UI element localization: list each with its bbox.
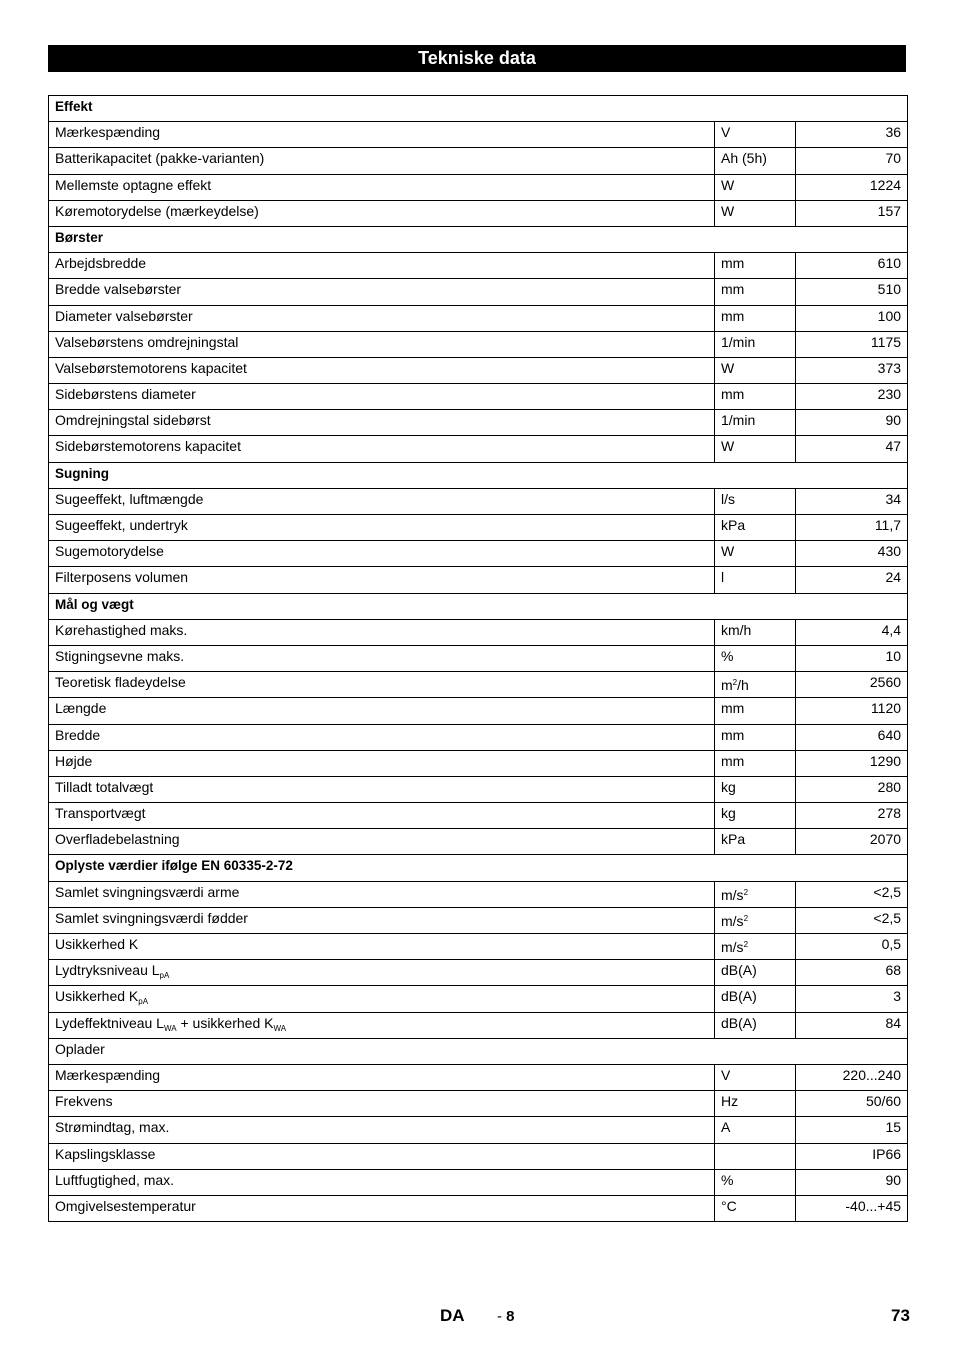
table-row: [49, 279, 908, 305]
row-unit-text: %: [721, 647, 734, 664]
footer-subpage: [497, 1308, 515, 1325]
row-label-text: Frekvens: [55, 1093, 113, 1110]
row-label-text: Overfladebelastning: [55, 831, 180, 848]
row-unit: [715, 1064, 796, 1090]
row-label: [49, 803, 715, 829]
footer-dash: -: [497, 1308, 502, 1325]
row-unit: [715, 1169, 796, 1195]
row-label-text: Bredde: [55, 726, 101, 743]
row-unit-text: dB(A): [721, 1014, 757, 1031]
section-header-row: [49, 593, 908, 619]
row-label: [49, 645, 715, 671]
row-value: 280: [796, 776, 908, 802]
row-label-text: Længde: [55, 700, 107, 717]
row-value: 47: [796, 436, 908, 462]
row-value: 220...240: [796, 1064, 908, 1090]
row-label-text: Mærkespænding: [55, 1066, 161, 1083]
row-unit: [715, 410, 796, 436]
row-label-text: Bredde valsebørster: [55, 281, 182, 298]
row-unit: [715, 803, 796, 829]
row-unit: [715, 279, 796, 305]
row-value: 15: [796, 1117, 908, 1143]
table-row: [49, 253, 908, 279]
table-row: [49, 567, 908, 593]
row-unit-text: mm: [721, 281, 745, 298]
section-heading: Mål og vægt: [49, 593, 908, 619]
table-row: [49, 881, 908, 907]
row-label-text: Sugemotorydelse: [55, 543, 164, 560]
row-label-text: Usikkerhed K: [55, 936, 139, 952]
row-value: 90: [796, 410, 908, 436]
row-unit-superscript: 2: [743, 887, 749, 897]
row-unit-text: km/h: [721, 621, 752, 638]
row-value: 373: [796, 357, 908, 383]
row-value: 34: [796, 488, 908, 514]
row-label-text: Sidebørstens diameter: [55, 386, 196, 403]
row-label-text: Kørehastighed maks.: [55, 621, 188, 638]
row-label-text: Arbejdsbredde: [55, 255, 147, 272]
row-label-text: Samlet svingningsværdi fødder: [55, 909, 248, 926]
row-value: 50/60: [796, 1091, 908, 1117]
row-unit-text: kPa: [721, 831, 746, 848]
row-unit-text: A: [721, 1119, 731, 1136]
row-label: [49, 279, 715, 305]
row-label-text: Lydtryksniveau L: [55, 962, 160, 979]
table-row: [49, 174, 908, 200]
table-row: [49, 541, 908, 567]
row-label: [49, 934, 715, 960]
row-unit: [715, 541, 796, 567]
row-value: 68: [796, 960, 908, 986]
row-unit: [715, 1143, 796, 1169]
row-label: [49, 567, 715, 593]
row-unit: [715, 907, 796, 933]
table-row: [49, 305, 908, 331]
row-value: 1120: [796, 698, 908, 724]
row-unit-text: kPa: [721, 517, 746, 533]
table-row: [49, 384, 908, 410]
row-unit-text: dB(A): [721, 988, 757, 1005]
table-row: [49, 750, 908, 776]
row-unit-superscript: 2: [743, 913, 749, 923]
section-header-row: [49, 855, 908, 881]
row-value: 610: [796, 253, 908, 279]
footer-page-number: 73: [891, 1306, 910, 1325]
row-unit-text: mm: [721, 726, 745, 743]
row-unit: [715, 515, 796, 541]
table-row: [49, 619, 908, 645]
row-unit-text: W: [721, 543, 735, 560]
row-label-text: Lydeffektniveau L: [55, 1014, 164, 1031]
row-label-text: Mellemste optagne effekt: [55, 176, 212, 193]
row-value: 510: [796, 279, 908, 305]
row-label-text: Køremotorydelse (mærkeydelse): [55, 202, 259, 219]
row-label: [49, 1143, 715, 1169]
row-label: [49, 1091, 715, 1117]
row-value: 11,7: [796, 515, 908, 541]
row-label: [49, 148, 715, 174]
row-label-text: Sidebørstemotorens kapacitet: [55, 438, 241, 455]
row-value: 100: [796, 305, 908, 331]
tech-data-table-body: [49, 96, 908, 1222]
row-unit-text: %: [721, 1171, 734, 1188]
row-label-text: Diameter valsebørster: [55, 307, 193, 324]
row-label: [49, 986, 715, 1012]
row-value: 1224: [796, 174, 908, 200]
row-unit-text: mm: [721, 700, 745, 717]
row-unit-text: V: [721, 124, 731, 141]
row-unit-text: m/s: [721, 939, 744, 955]
row-unit: [715, 881, 796, 907]
row-label: [49, 200, 715, 226]
table-row: [49, 1195, 908, 1221]
row-unit-superscript: 2: [732, 678, 738, 688]
row-label-subscript: WA: [163, 1023, 177, 1033]
row-unit: [715, 305, 796, 331]
row-unit-text: l/s: [721, 490, 735, 507]
row-label-text: Samlet svingningsværdi arme: [55, 883, 240, 900]
row-value: 1175: [796, 331, 908, 357]
row-unit-text: mm: [721, 752, 745, 769]
row-unit-superscript: 2: [743, 940, 749, 949]
row-value: 90: [796, 1169, 908, 1195]
row-label: [49, 776, 715, 802]
row-unit: [715, 672, 796, 698]
row-unit-text: kg: [721, 778, 736, 795]
row-value: 3: [796, 986, 908, 1012]
tech-data-table: [48, 95, 908, 1222]
row-value: <2,5: [796, 881, 908, 907]
row-label: [49, 1195, 715, 1221]
row-label-text: Valsebørstens omdrejningstal: [55, 333, 239, 350]
row-value: <2,5: [796, 907, 908, 933]
row-label-text: Omdrejningstal sidebørst: [55, 412, 211, 429]
row-unit-text: V: [721, 1066, 731, 1083]
row-value: 10: [796, 645, 908, 671]
row-label-text: Batterikapacitet (pakke-varianten): [55, 150, 265, 167]
row-label-text: Kapslingsklasse: [55, 1145, 156, 1162]
row-unit: [715, 331, 796, 357]
row-unit: [715, 750, 796, 776]
row-value: 36: [796, 122, 908, 148]
table-row: [49, 488, 908, 514]
table-row: [49, 698, 908, 724]
row-label: [49, 174, 715, 200]
row-label: [49, 253, 715, 279]
section-heading: Sugning: [49, 462, 908, 488]
row-label-text: Usikkerhed K: [55, 988, 139, 1005]
row-unit-text: °C: [721, 1197, 737, 1214]
row-label-text: Filterposens volumen: [55, 569, 189, 586]
section-header-row: [49, 96, 908, 122]
table-row: [49, 960, 908, 986]
row-label: [49, 750, 715, 776]
table-row: [49, 1091, 908, 1117]
row-unit-text: 1/min: [721, 333, 756, 350]
table-row: [49, 829, 908, 855]
row-value: 84: [796, 1012, 908, 1038]
table-row: [49, 907, 908, 933]
table-row: [49, 410, 908, 436]
row-label-subscript: WA: [273, 1023, 287, 1033]
row-label-text: Mærkespænding: [55, 124, 161, 141]
row-value: 278: [796, 803, 908, 829]
row-label-subscript: pA: [159, 971, 170, 981]
row-label-text: Højde: [55, 752, 93, 769]
row-label: [49, 672, 715, 698]
row-unit-text: m/s: [721, 886, 744, 903]
table-row: [49, 1064, 908, 1090]
row-unit: [715, 1195, 796, 1221]
row-value: 430: [796, 541, 908, 567]
row-unit-text: kg: [721, 805, 736, 822]
table-row: [49, 148, 908, 174]
row-label: [49, 1117, 715, 1143]
row-unit: [715, 1117, 796, 1143]
row-unit-text: mm: [721, 307, 745, 324]
row-unit-text: W: [721, 202, 735, 219]
row-label: [49, 410, 715, 436]
section-heading: Effekt: [49, 96, 908, 122]
table-row: [49, 934, 908, 960]
section-header-row: [49, 1038, 908, 1064]
row-value: 24: [796, 567, 908, 593]
row-unit: [715, 619, 796, 645]
table-row: [49, 200, 908, 226]
row-label-text: Stigningsevne maks.: [55, 647, 185, 664]
row-unit-text: mm: [721, 386, 745, 403]
table-row: [49, 776, 908, 802]
row-unit: [715, 934, 796, 960]
table-row: [49, 331, 908, 357]
row-label: [49, 907, 715, 933]
row-unit-text: 1/min: [721, 412, 756, 429]
section-heading: Oplader: [49, 1038, 908, 1064]
row-unit-text: Hz: [721, 1093, 739, 1110]
row-value: 0,5: [796, 934, 908, 960]
row-unit-text: mm: [721, 255, 745, 272]
table-row: [49, 645, 908, 671]
row-label: [49, 829, 715, 855]
row-label-text: Omgivelsestemperatur: [55, 1197, 196, 1214]
table-row: [49, 1169, 908, 1195]
table-row: [49, 803, 908, 829]
row-label-text: Sugeeffekt, undertryk: [55, 517, 188, 533]
row-label-text: Teoretisk fladeydelse: [55, 674, 186, 691]
row-unit: [715, 645, 796, 671]
row-unit: [715, 986, 796, 1012]
row-label: [49, 960, 715, 986]
row-label: [49, 357, 715, 383]
row-unit: [715, 1012, 796, 1038]
row-label: [49, 1169, 715, 1195]
table-row: [49, 724, 908, 750]
row-unit-text: W: [721, 176, 735, 193]
table-row: [49, 986, 908, 1012]
row-label: [49, 488, 715, 514]
row-unit: [715, 174, 796, 200]
row-label-text: Strømindtag, max.: [55, 1119, 170, 1136]
row-unit: [715, 488, 796, 514]
page-title: Tekniske data: [48, 45, 906, 72]
row-label: [49, 436, 715, 462]
row-label-text: Tilladt totalvægt: [55, 778, 154, 795]
row-unit: [715, 1091, 796, 1117]
row-unit-text: W: [721, 438, 735, 455]
row-value: 157: [796, 200, 908, 226]
row-unit: [715, 436, 796, 462]
footer-language: DA: [440, 1306, 465, 1325]
row-unit: [715, 698, 796, 724]
row-value: 4,4: [796, 619, 908, 645]
row-unit-text: Ah (5h): [721, 150, 767, 167]
row-unit: [715, 122, 796, 148]
section-header-row: [49, 226, 908, 252]
row-label: [49, 1064, 715, 1090]
row-label: [49, 724, 715, 750]
row-unit: [715, 960, 796, 986]
row-unit: [715, 200, 796, 226]
section-header-row: [49, 462, 908, 488]
row-label-text: Sugeeffekt, luftmængde: [55, 490, 204, 507]
row-unit: [715, 776, 796, 802]
row-label: [49, 305, 715, 331]
table-row: [49, 515, 908, 541]
row-unit-suffix: /h: [737, 677, 749, 694]
row-label-text: Luftfugtighed, max.: [55, 1171, 175, 1188]
row-value: 2560: [796, 672, 908, 698]
row-label: [49, 619, 715, 645]
row-label: [49, 541, 715, 567]
row-label: [49, 698, 715, 724]
table-row: [49, 672, 908, 698]
footer-subpage-number: 8: [506, 1308, 515, 1325]
row-unit: [715, 384, 796, 410]
row-unit-text: dB(A): [721, 962, 757, 979]
table-row: [49, 122, 908, 148]
table-row: [49, 1117, 908, 1143]
table-row: [49, 1143, 908, 1169]
row-unit: [715, 829, 796, 855]
row-value: 70: [796, 148, 908, 174]
row-label: [49, 515, 715, 541]
row-unit: [715, 357, 796, 383]
row-unit: [715, 567, 796, 593]
row-unit-text: m/s: [721, 912, 744, 929]
row-label: [49, 881, 715, 907]
row-unit-text: l: [721, 569, 725, 586]
row-label: [49, 331, 715, 357]
row-label-text: Valsebørstemotorens kapacitet: [55, 359, 247, 376]
row-label-subscript: pA: [138, 997, 149, 1007]
row-label-continuation: + usikkerhed K: [176, 1014, 274, 1031]
section-heading: Oplyste værdier ifølge EN 60335-2-72: [49, 855, 908, 881]
row-unit-text: m: [721, 677, 733, 694]
section-heading: Børster: [49, 226, 908, 252]
row-unit-text: W: [721, 359, 735, 376]
row-unit: [715, 724, 796, 750]
table-row: [49, 357, 908, 383]
row-label: [49, 1012, 715, 1038]
row-label: [49, 384, 715, 410]
row-unit: [715, 148, 796, 174]
table-row: [49, 436, 908, 462]
row-value: 230: [796, 384, 908, 410]
row-value: IP66: [796, 1143, 908, 1169]
row-value: 640: [796, 724, 908, 750]
row-value: -40...+45: [796, 1195, 908, 1221]
row-value: 2070: [796, 829, 908, 855]
row-label: [49, 122, 715, 148]
table-row: [49, 1012, 908, 1038]
row-unit: [715, 253, 796, 279]
row-label-text: Transportvægt: [55, 805, 146, 822]
row-value: 1290: [796, 750, 908, 776]
